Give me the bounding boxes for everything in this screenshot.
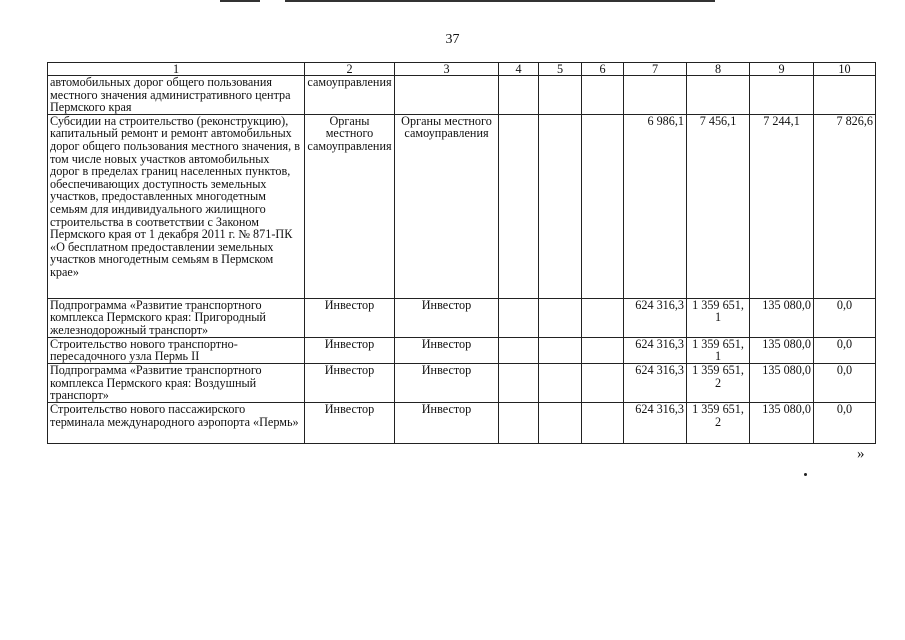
empty-cell xyxy=(539,402,582,443)
participant-cell: Инвестор xyxy=(395,298,499,337)
value-cell: 6 986,1 xyxy=(624,114,687,298)
empty-cell xyxy=(499,76,539,115)
table-row xyxy=(48,298,876,337)
empty-cell xyxy=(582,76,624,115)
value-cell: 624 316,3 xyxy=(624,363,687,402)
value-cell: 0,0 xyxy=(814,298,876,337)
page-number: 37 xyxy=(445,32,460,47)
value-cell: 1 359 651, 2 xyxy=(687,363,750,402)
table-row xyxy=(48,76,876,115)
value-cell: 0,0 xyxy=(814,337,876,363)
column-header: 3 xyxy=(395,63,499,76)
closing-quote-mark: » xyxy=(857,446,865,462)
empty-cell xyxy=(499,298,539,337)
participant-cell: Инвестор xyxy=(395,363,499,402)
column-header: 5 xyxy=(539,63,582,76)
column-header: 6 xyxy=(582,63,624,76)
participant-cell xyxy=(395,76,499,115)
column-header: 4 xyxy=(499,63,539,76)
empty-cell xyxy=(582,337,624,363)
responsible-cell: Инвестор xyxy=(305,402,395,443)
value-cell: 7 244,1 xyxy=(750,114,814,298)
value-cell xyxy=(687,76,750,115)
empty-cell xyxy=(539,337,582,363)
participant-cell: Инвестор xyxy=(395,337,499,363)
table-row xyxy=(48,114,876,298)
empty-cell xyxy=(539,298,582,337)
value-cell: 7 826,6 xyxy=(814,114,876,298)
value-cell xyxy=(814,76,876,115)
value-cell: 135 080,0 xyxy=(750,337,814,363)
empty-cell xyxy=(539,76,582,115)
empty-cell xyxy=(582,402,624,443)
empty-cell xyxy=(499,402,539,443)
row-name: Строительство нового транспортно-пересадочного узла Пермь II xyxy=(48,337,305,363)
empty-cell xyxy=(582,114,624,298)
budget-table xyxy=(47,62,876,444)
responsible-cell: Инвестор xyxy=(305,298,395,337)
empty-cell xyxy=(582,363,624,402)
responsible-cell: Инвестор xyxy=(305,337,395,363)
column-header: 9 xyxy=(750,63,814,76)
table-row xyxy=(48,363,876,402)
empty-cell xyxy=(539,363,582,402)
column-header: 10 xyxy=(814,63,876,76)
value-cell: 1 359 651, 1 xyxy=(687,337,750,363)
responsible-cell: Органы местного самоуправления xyxy=(305,114,395,298)
value-cell: 0,0 xyxy=(814,363,876,402)
value-cell: 0,0 xyxy=(814,402,876,443)
participant-cell: Инвестор xyxy=(395,402,499,443)
value-cell: 7 456,1 xyxy=(687,114,750,298)
participant-cell: Органы местного самоуправления xyxy=(395,114,499,298)
table-header-row xyxy=(48,63,876,76)
row-name: Подпрограмма «Развитие транспортного комплекса Пермского края: Воздушный транспорт» xyxy=(48,363,305,402)
value-cell: 1 359 651, 2 xyxy=(687,402,750,443)
value-cell: 135 080,0 xyxy=(750,363,814,402)
row-name: Субсидии на строительство (реконструкцию), капитальный ремонт и ремонт автомобильных дорог общего пользования местного значения, в том числе новых участков автомобильных дорог в пределах границ населенных пунктов, обеспечивающих доступность земельных участков, предоставленных многодетным семьям для индивидуального жилищного строительства в соответствии с Законом Пермского края от 1 декабря 2011 г. № 871-ПК «О бесплатном предоставлении земельных участков многодетным семьям в Пермском крае» xyxy=(48,114,305,298)
row-name: Подпрограмма «Развитие транспортного комплекса Пермского края: Пригородный железнодорожный транспорт» xyxy=(48,298,305,337)
value-cell: 624 316,3 xyxy=(624,402,687,443)
column-header: 1 xyxy=(48,63,305,76)
column-header: 8 xyxy=(687,63,750,76)
scan-top-line-left xyxy=(220,0,260,2)
value-cell: 135 080,0 xyxy=(750,298,814,337)
column-header: 2 xyxy=(305,63,395,76)
value-cell: 624 316,3 xyxy=(624,337,687,363)
empty-cell xyxy=(499,337,539,363)
value-cell: 1 359 651, 1 xyxy=(687,298,750,337)
scan-speck xyxy=(804,473,807,476)
empty-cell xyxy=(582,298,624,337)
row-name: Строительство нового пассажирского терминала международного аэропорта «Пермь» xyxy=(48,402,305,443)
empty-cell xyxy=(499,114,539,298)
value-cell: 135 080,0 xyxy=(750,402,814,443)
value-cell xyxy=(624,76,687,115)
value-cell xyxy=(750,76,814,115)
row-name: автомобильных дорог общего пользования местного значения административного центра Пермского края xyxy=(48,76,305,115)
empty-cell xyxy=(499,363,539,402)
responsible-cell: самоуправления xyxy=(305,76,395,115)
empty-cell xyxy=(539,114,582,298)
value-cell: 624 316,3 xyxy=(624,298,687,337)
table-row xyxy=(48,337,876,363)
column-header: 7 xyxy=(624,63,687,76)
responsible-cell: Инвестор xyxy=(305,363,395,402)
scan-top-line-right xyxy=(285,0,715,2)
table-row xyxy=(48,402,876,443)
